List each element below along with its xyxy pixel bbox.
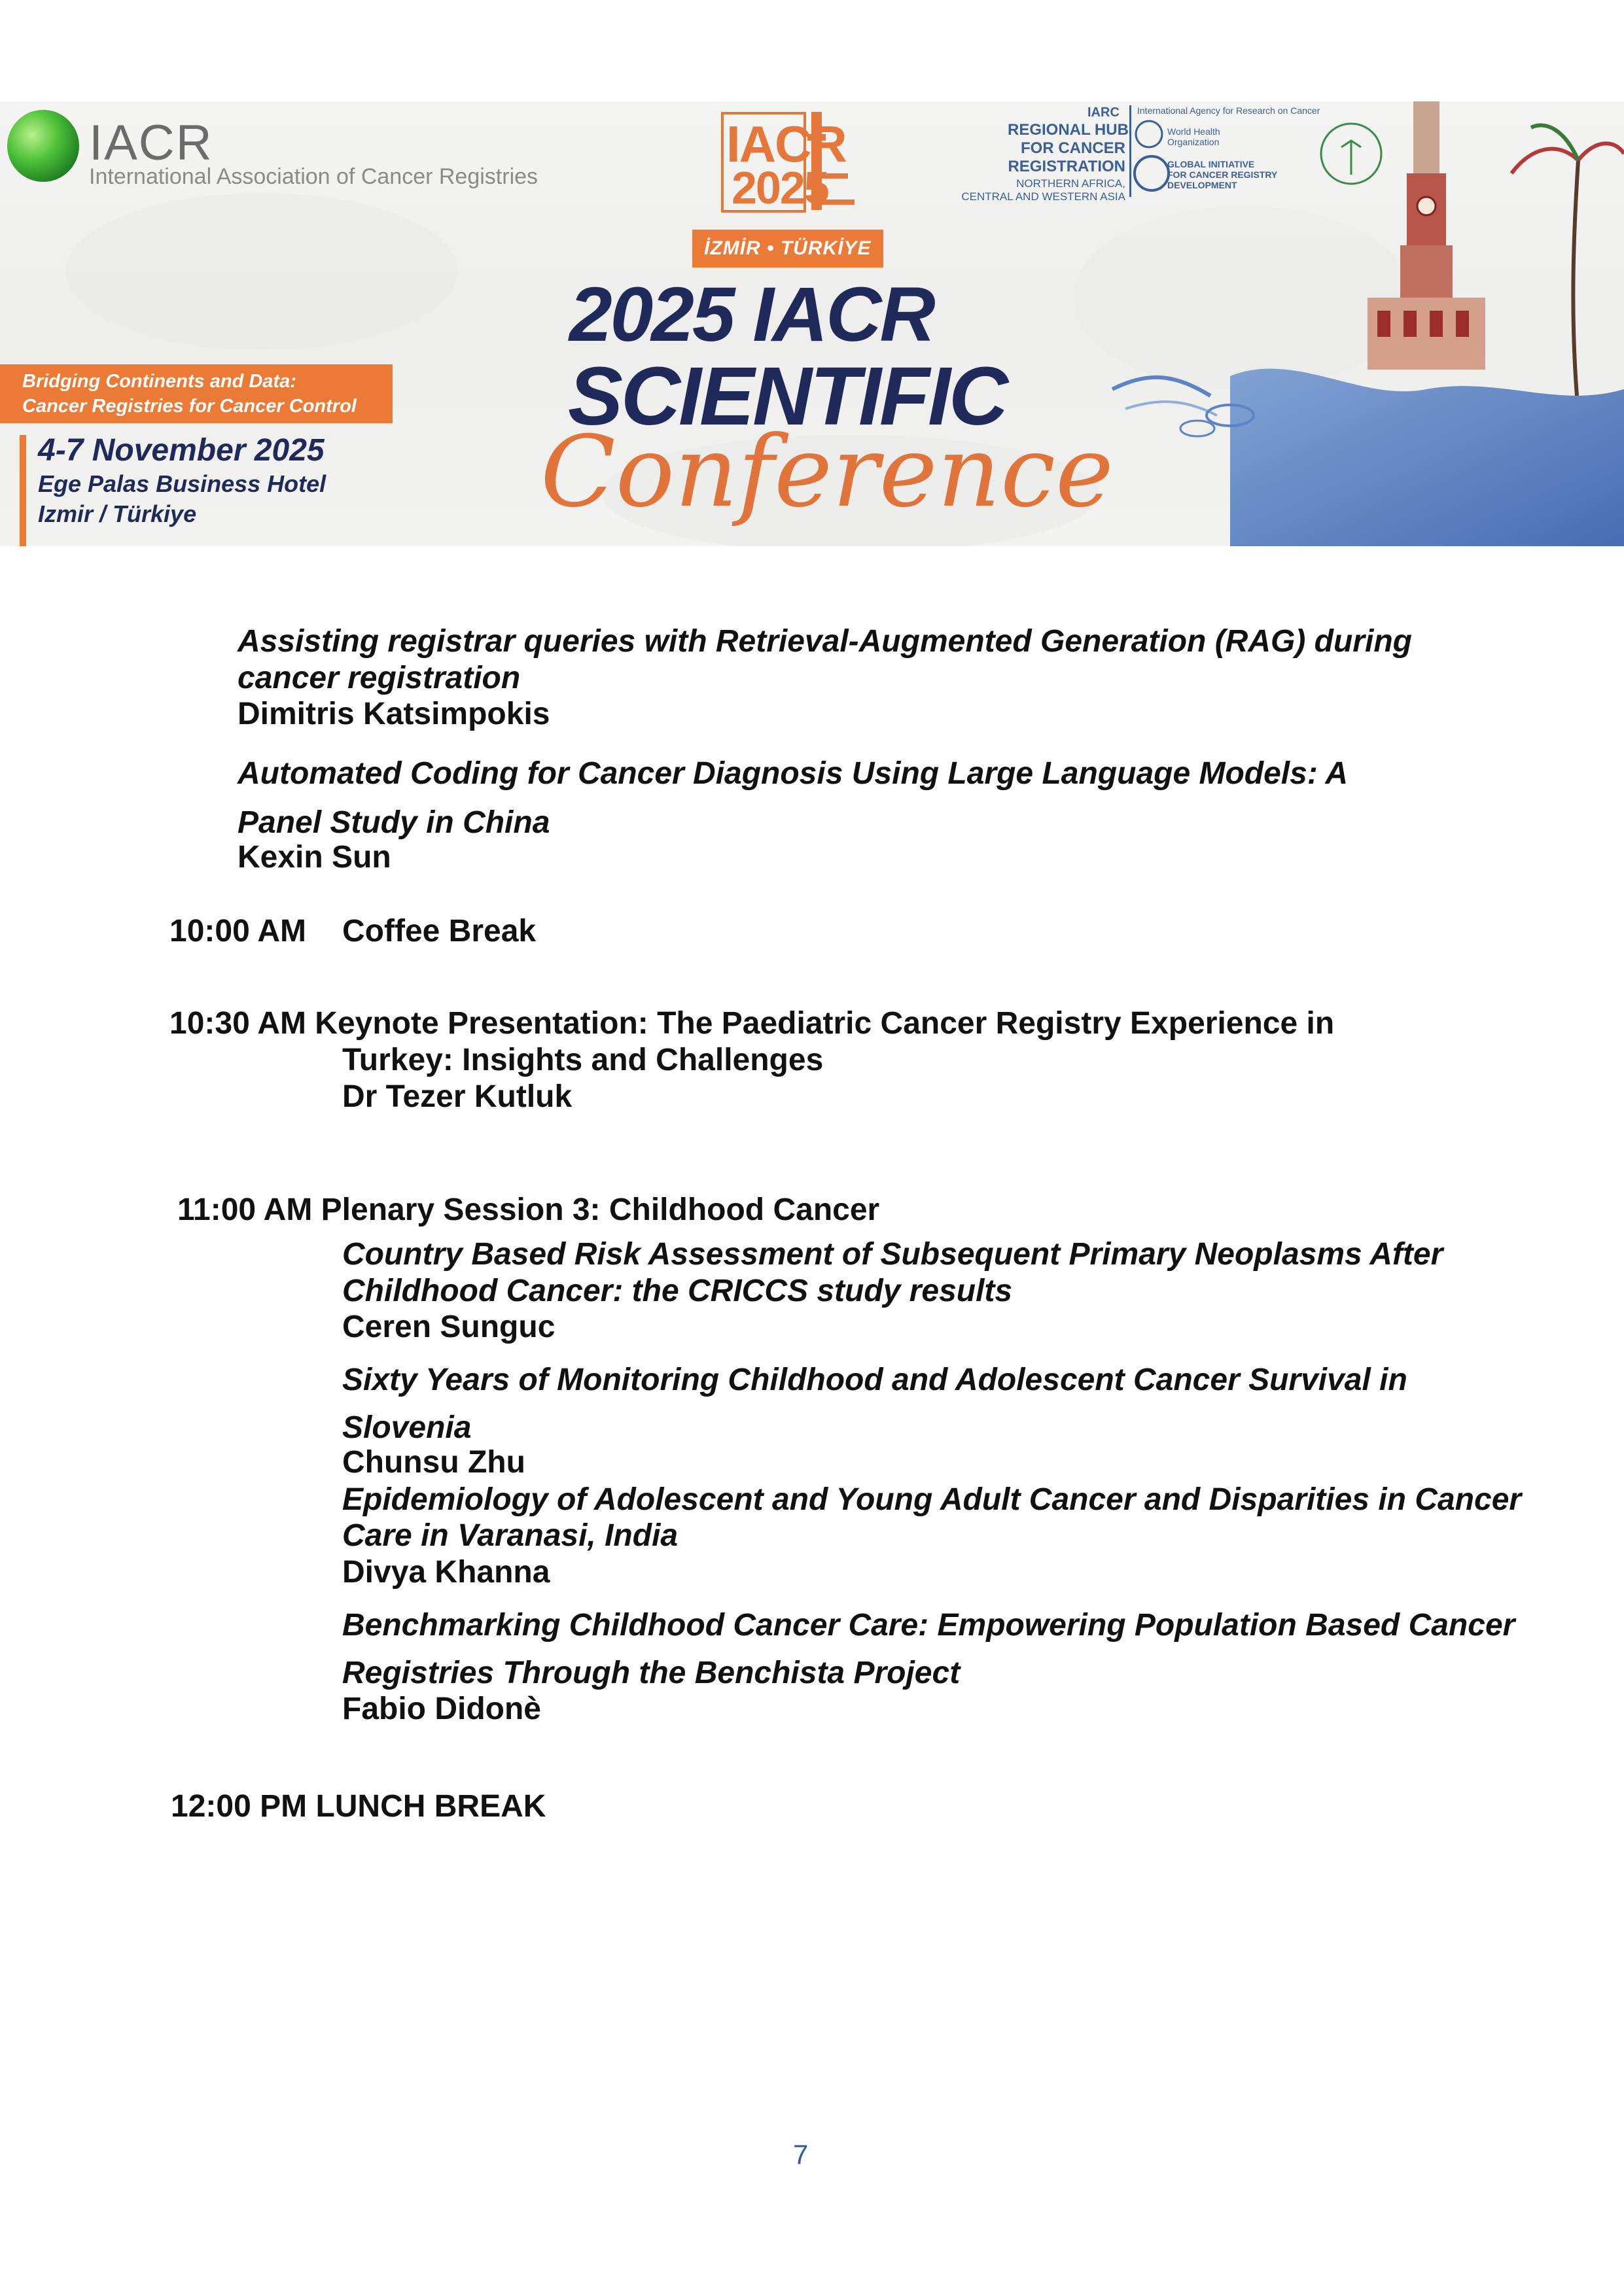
- plenary-talk-title: Care in Varanasi, India: [342, 1518, 679, 1553]
- conference-dates: 4-7 November 2025: [38, 433, 325, 468]
- hub-line1: IARC: [1087, 105, 1120, 120]
- plenary-talk-title: Slovenia: [342, 1410, 472, 1445]
- coffee-time: 10:00 AM: [169, 914, 306, 948]
- talk-speaker: Kexin Sun: [238, 840, 391, 875]
- tagline-box: [0, 364, 393, 423]
- hub-line5: NORTHERN AFRICA,: [1016, 177, 1125, 190]
- coffee-break-label: Coffee Break: [342, 914, 537, 948]
- plenary-talk-title: Benchmarking Childhood Cancer Care: Empowering Population Based Cancer: [342, 1608, 1515, 1643]
- who-logo-icon: [1136, 121, 1162, 147]
- gicr-logo-icon: [1135, 156, 1169, 190]
- hub-line6: CENTRAL AND WESTERN ASIA: [961, 190, 1125, 203]
- conference-banner: [0, 101, 1624, 546]
- talk-title: cancer registration: [238, 661, 521, 695]
- page-number: 7: [793, 2139, 809, 2170]
- plenary-talk-title: Epidemiology of Adolescent and Young Adult Cancer and Disparities in Cancer: [342, 1482, 1522, 1517]
- talk-title: Assisting registrar queries with Retrieval-Augmented Generation (RAG) during: [238, 624, 1412, 659]
- hub-divider: [1129, 105, 1131, 197]
- iacr2025-logo-line1: IACR: [726, 115, 846, 173]
- keynote-heading: 10:30 AM Keynote Presentation: The Paediatric Cancer Registry Experience in: [169, 1006, 1335, 1041]
- iacr-logo-text: IACR: [89, 115, 213, 171]
- gicr-line3: DEVELOPMENT: [1167, 180, 1237, 190]
- conference-title-script: Conference: [540, 415, 1114, 529]
- plenary-talk-title: Childhood Cancer: the CRICCS study results: [342, 1274, 1013, 1308]
- lunch-break: 12:00 PM LUNCH BREAK: [171, 1789, 546, 1824]
- iacr-logo-icon: [7, 110, 79, 182]
- plenary-heading: 11:00 AM Plenary Session 3: Childhood Cancer: [177, 1192, 880, 1227]
- hub-line3: FOR CANCER: [1021, 139, 1125, 157]
- conference-title-line1: 2025 IACR: [569, 271, 934, 358]
- iacr-full-name: International Association of Cancer Registries: [89, 164, 538, 189]
- who-line2: Organization: [1167, 137, 1220, 147]
- plenary-talk-title: Country Based Risk Assessment of Subsequent Primary Neoplasms After: [342, 1237, 1443, 1272]
- tagline-line2: Cancer Registries for Cancer Control: [22, 396, 357, 417]
- conference-venue: Ege Palas Business Hotel: [38, 470, 327, 497]
- gicr-line1: GLOBAL INITIATIVE: [1167, 159, 1255, 169]
- dates-accent-bar: [20, 435, 26, 546]
- sea-waves-illustration: [1112, 369, 1624, 546]
- hub-line2: REGIONAL HUB: [1008, 121, 1129, 139]
- plenary-talk-speaker: Fabio Didonè: [342, 1692, 541, 1726]
- plenary-talk-speaker: Divya Khanna: [342, 1555, 550, 1590]
- gicr-line2: FOR CANCER REGISTRY: [1167, 169, 1278, 180]
- plenary-talk-speaker: Chunsu Zhu: [342, 1445, 525, 1480]
- talk-title: Panel Study in China: [238, 805, 550, 840]
- talk-speaker: Dimitris Katsimpokis: [238, 697, 550, 731]
- conference-title-line2: SCIENTIFIC: [568, 350, 1007, 442]
- location-badge: İZMİR • TÜRKİYE: [692, 230, 883, 268]
- iacr2025-logo-line2: 2025: [732, 162, 828, 213]
- keynote-heading-cont: Turkey: Insights and Challenges: [342, 1043, 824, 1077]
- izmir-clock-tower-illustration: [1368, 101, 1485, 370]
- conference-city: Izmir / Türkiye: [38, 500, 197, 527]
- tagline-line1: Bridging Continents and Data:: [22, 371, 296, 392]
- talk-title: Automated Coding for Cancer Diagnosis Using Large Language Models: A: [238, 756, 1349, 791]
- palm-tree-illustration: [1511, 126, 1624, 396]
- plenary-talk-speaker: Ceren Sunguc: [342, 1310, 556, 1344]
- who-line1: World Health: [1167, 126, 1220, 137]
- keynote-speaker: Dr Tezer Kutluk: [342, 1079, 573, 1114]
- iarc-full-name: International Agency for Research on Cancer: [1137, 105, 1320, 116]
- hub-line4: REGISTRATION: [1008, 158, 1125, 175]
- plenary-talk-title: Sixty Years of Monitoring Childhood and Adolescent Cancer Survival in: [342, 1363, 1407, 1397]
- plenary-talk-title: Registries Through the Benchista Project: [342, 1656, 961, 1690]
